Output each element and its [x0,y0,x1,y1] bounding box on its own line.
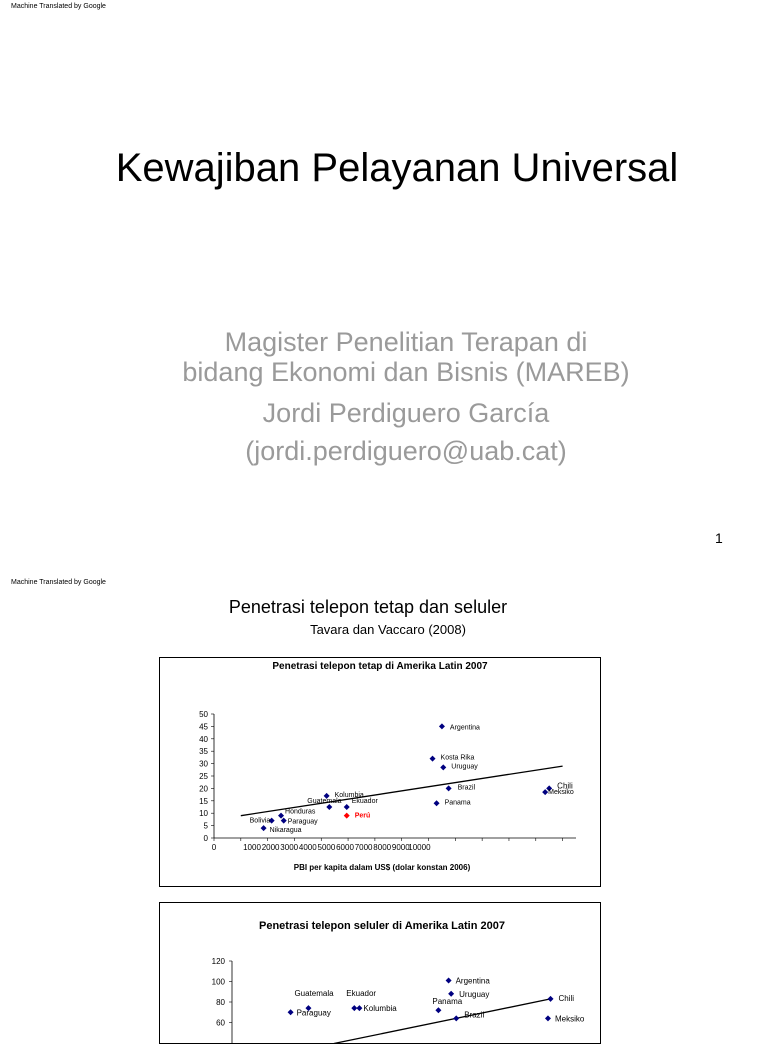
data-label: Kolumbia [363,1004,397,1014]
author-email: (jordi.perdiguero@uab.cat) [245,436,567,466]
y-tick-label: 20 [199,784,208,794]
data-label: Chili [557,781,573,791]
mobile-chart [160,903,600,1043]
x-axis-label: PBI per kapita dalam US$ (dolar konstan 2006) [293,863,471,872]
data-point [344,804,350,810]
data-point [344,813,350,819]
y-tick-label: 5 [203,821,208,831]
data-point [261,825,267,831]
y-tick-label: 10 [199,809,208,819]
data-label: Perú [354,812,371,820]
slide1-subtitle-line: Magister Penelitian Terapan di [224,327,588,357]
data-point [435,1007,441,1013]
data-label: Kosta Rika [440,754,475,762]
y-tick-label: 40 [199,734,208,744]
fixed-line-chart [160,658,600,886]
x-tick-label: 2000 [261,843,280,852]
y-tick-label: 80 [216,998,225,1007]
data-label: Guatemala [294,989,334,999]
data-label: Brazil [457,784,476,792]
author-name: Jordi Perdiguero García [262,398,550,428]
machine-translated-note: Machine Translated by Google [11,579,106,586]
data-label: Argentina [449,724,480,732]
data-point [548,996,554,1002]
x-tick-label: 0 [211,843,217,852]
x-tick-label: 4000 [298,843,317,852]
x-tick-label: 10000 [408,843,431,852]
slide2-title: Penetrasi telepon tetap dan seluler [228,597,508,617]
y-tick-label: 120 [211,957,225,966]
data-label: Argentina [455,976,490,986]
data-label: Kolumbia [334,791,364,799]
x-tick-label: 3000 [280,843,299,852]
data-label: Bolivia [249,817,271,825]
y-tick-label: 45 [199,722,208,732]
x-tick-label: 9000 [391,843,410,852]
data-label: Guatemala [307,798,342,805]
data-label: Panama [444,799,471,807]
data-label: Chili [558,993,575,1003]
data-label: Paraguay [287,818,318,826]
data-label: Honduras [285,808,316,816]
data-point [446,785,452,791]
y-tick-label: 35 [199,747,208,757]
data-label: Uruguay [451,763,478,771]
y-tick-label: 100 [211,977,225,987]
data-point [453,1015,459,1021]
chart-title: Penetrasi telepon seluler di Amerika Latin 2007 [259,920,505,932]
data-point [446,977,452,983]
slide2-subtitle: Tavara dan Vaccaro (2008) [310,622,466,637]
data-point [545,1015,551,1021]
data-point [288,1009,294,1015]
data-label: Meksiko [548,789,574,797]
machine-translated-note: Machine Translated by Google [11,3,106,10]
data-label: Paraguay [296,1008,331,1018]
data-point [278,813,284,819]
data-point [430,756,436,762]
data-point [448,991,454,997]
data-point [356,1005,362,1011]
chart-title: Penetrasi telepon tetap di Amerika Latin 2007 [272,661,488,672]
data-label: Meksiko [554,1014,585,1024]
y-tick-label: 60 [216,1018,225,1028]
data-point [281,818,287,824]
slide1-title: Kewajiban Pelayanan Universal [115,146,679,190]
data-label: Ekuador [351,798,378,805]
mobile-chart-box [159,902,601,1044]
page-number: 1 [715,530,723,546]
slide1-subtitle-line: bidang Ekonomi dan Bisnis (MAREB) [182,357,630,387]
data-label: Uruguay [459,989,490,999]
data-label: Brazil [464,1010,485,1020]
x-tick-label: 1000 [243,843,261,852]
y-tick-label: 30 [199,759,208,769]
fixed-line-chart-box [159,657,601,887]
data-point [439,723,445,729]
y-tick-label: 50 [199,710,208,719]
data-label: Ekuador [346,989,377,999]
x-tick-label: 6000 [336,843,354,852]
x-tick-label: 5000 [317,843,336,852]
data-label: Nikaragua [269,827,302,835]
x-tick-label: 7000 [354,843,373,852]
data-point [434,800,440,806]
data-label: Panama [432,997,463,1007]
y-tick-label: 15 [199,796,208,806]
data-point [440,764,446,770]
x-tick-label: 8000 [373,843,392,852]
y-tick-label: 0 [203,834,208,843]
y-tick-label: 25 [199,772,208,781]
